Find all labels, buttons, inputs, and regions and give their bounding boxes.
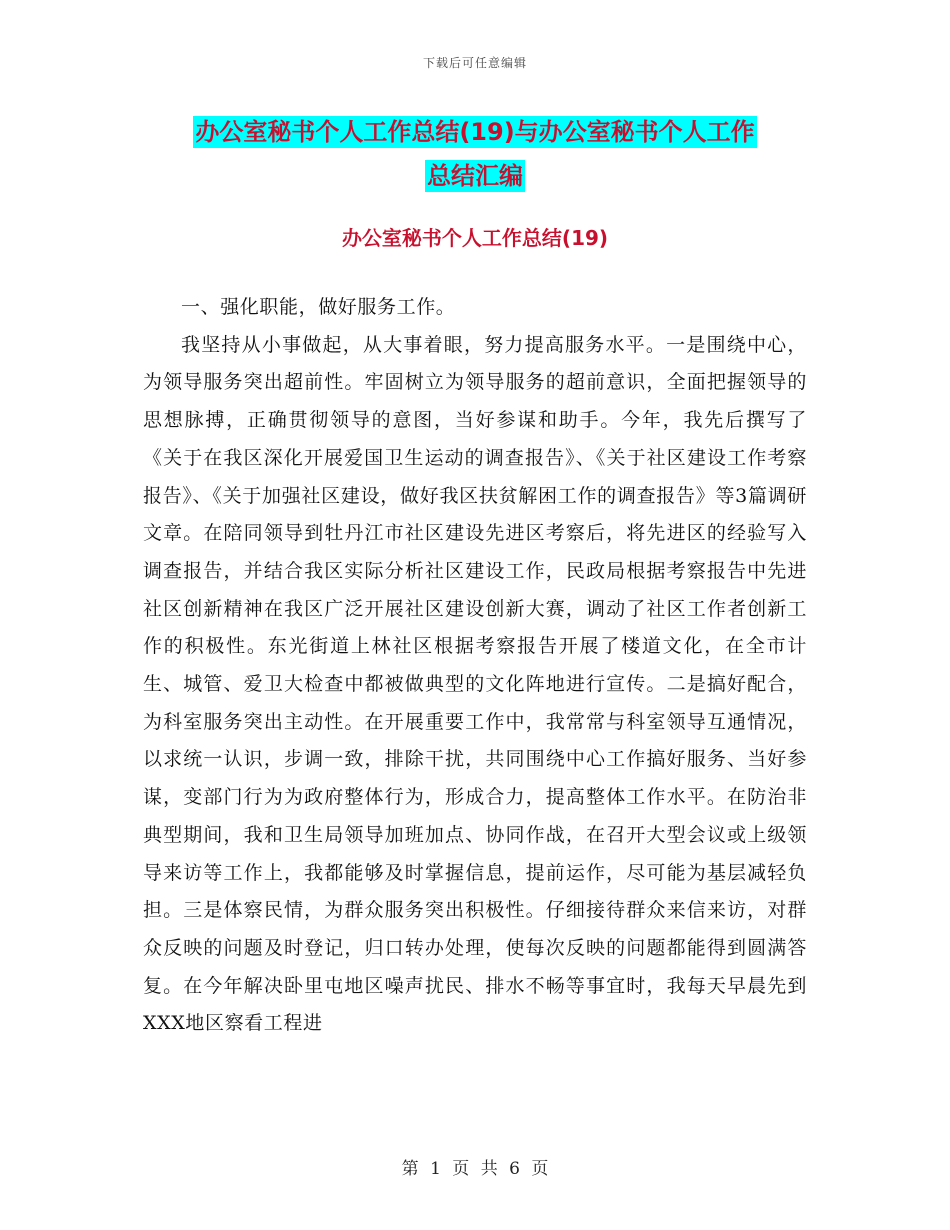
document-title-line-1: 办公室秘书个人工作总结(19)与办公室秘书个人工作 (195, 118, 755, 146)
section-title: 办公室秘书个人工作总结(19) (341, 226, 609, 250)
page-header-note: 下载后可任意编辑 (422, 56, 527, 70)
body-paragraph: 我坚持从小事做起，从大事着眼，努力提高服务水平。一是围绕中心，为领导服务突出超前性。牢固树立为领导服务的超前意识，全面把握领导的思想脉搏，正确贯彻领导的意图，当好参谋和助手。今年，我先后撰写了《关于在我区深化开展爱国卫生运动的调查报告》、《关于社区建设工作考察报告》、《关于加强社区建设，做好我区扶贫解困工作的调查报告》等3篇调研文章。在陪同领导到牡丹江市社区建设先进区考察后，将先进区的经验写入调查报告，并结合我区实际分析社区建设工作，民政局根据考察报告中先进社区创新精神在我区广泛开展社区建设创新大赛，调动了社区工作者创新工作的积极性。东光街道上林社区根据考察报告开展了楼道文化，在全市计生、城管、爱卫大检查中都被做典型的文化阵地进行宣传。二是搞好配合，为科室服务突出主动性。在开展重要工作中，我常常与科室领导互通情况，以求统一认识，步调一致，排除干扰，共同围绕中心工作搞好服务、当好参谋，变部门行为为政府整体行为，形成合力，提高整体工作水平。在防治非典型期间，我和卫生局领导加班加点、协同作战，在召开大型会议或上级领导来访等工作上，我都能够及时掌握信息，提前运作，尽可能为基层减轻负担。三是体察民情，为群众服务突出积极性。仔细接待群众来信来访，对群众反映的问题及时登记，归口转办处理，使每次反映的问题都能得到圆满答复。在今年解决卧里屯地区噪声扰民、排水不畅等事宜时，我每天早晨先到XXX地区察看工程进 (143, 333, 807, 1035)
document-body (143, 289, 807, 1043)
page-number: 第 1 页 共 6 页 (401, 1159, 549, 1179)
section-heading: 一、强化职能，做好服务工作。 (181, 296, 456, 318)
document-title-line-2: 总结汇编 (427, 162, 523, 190)
document-title (0, 110, 950, 198)
